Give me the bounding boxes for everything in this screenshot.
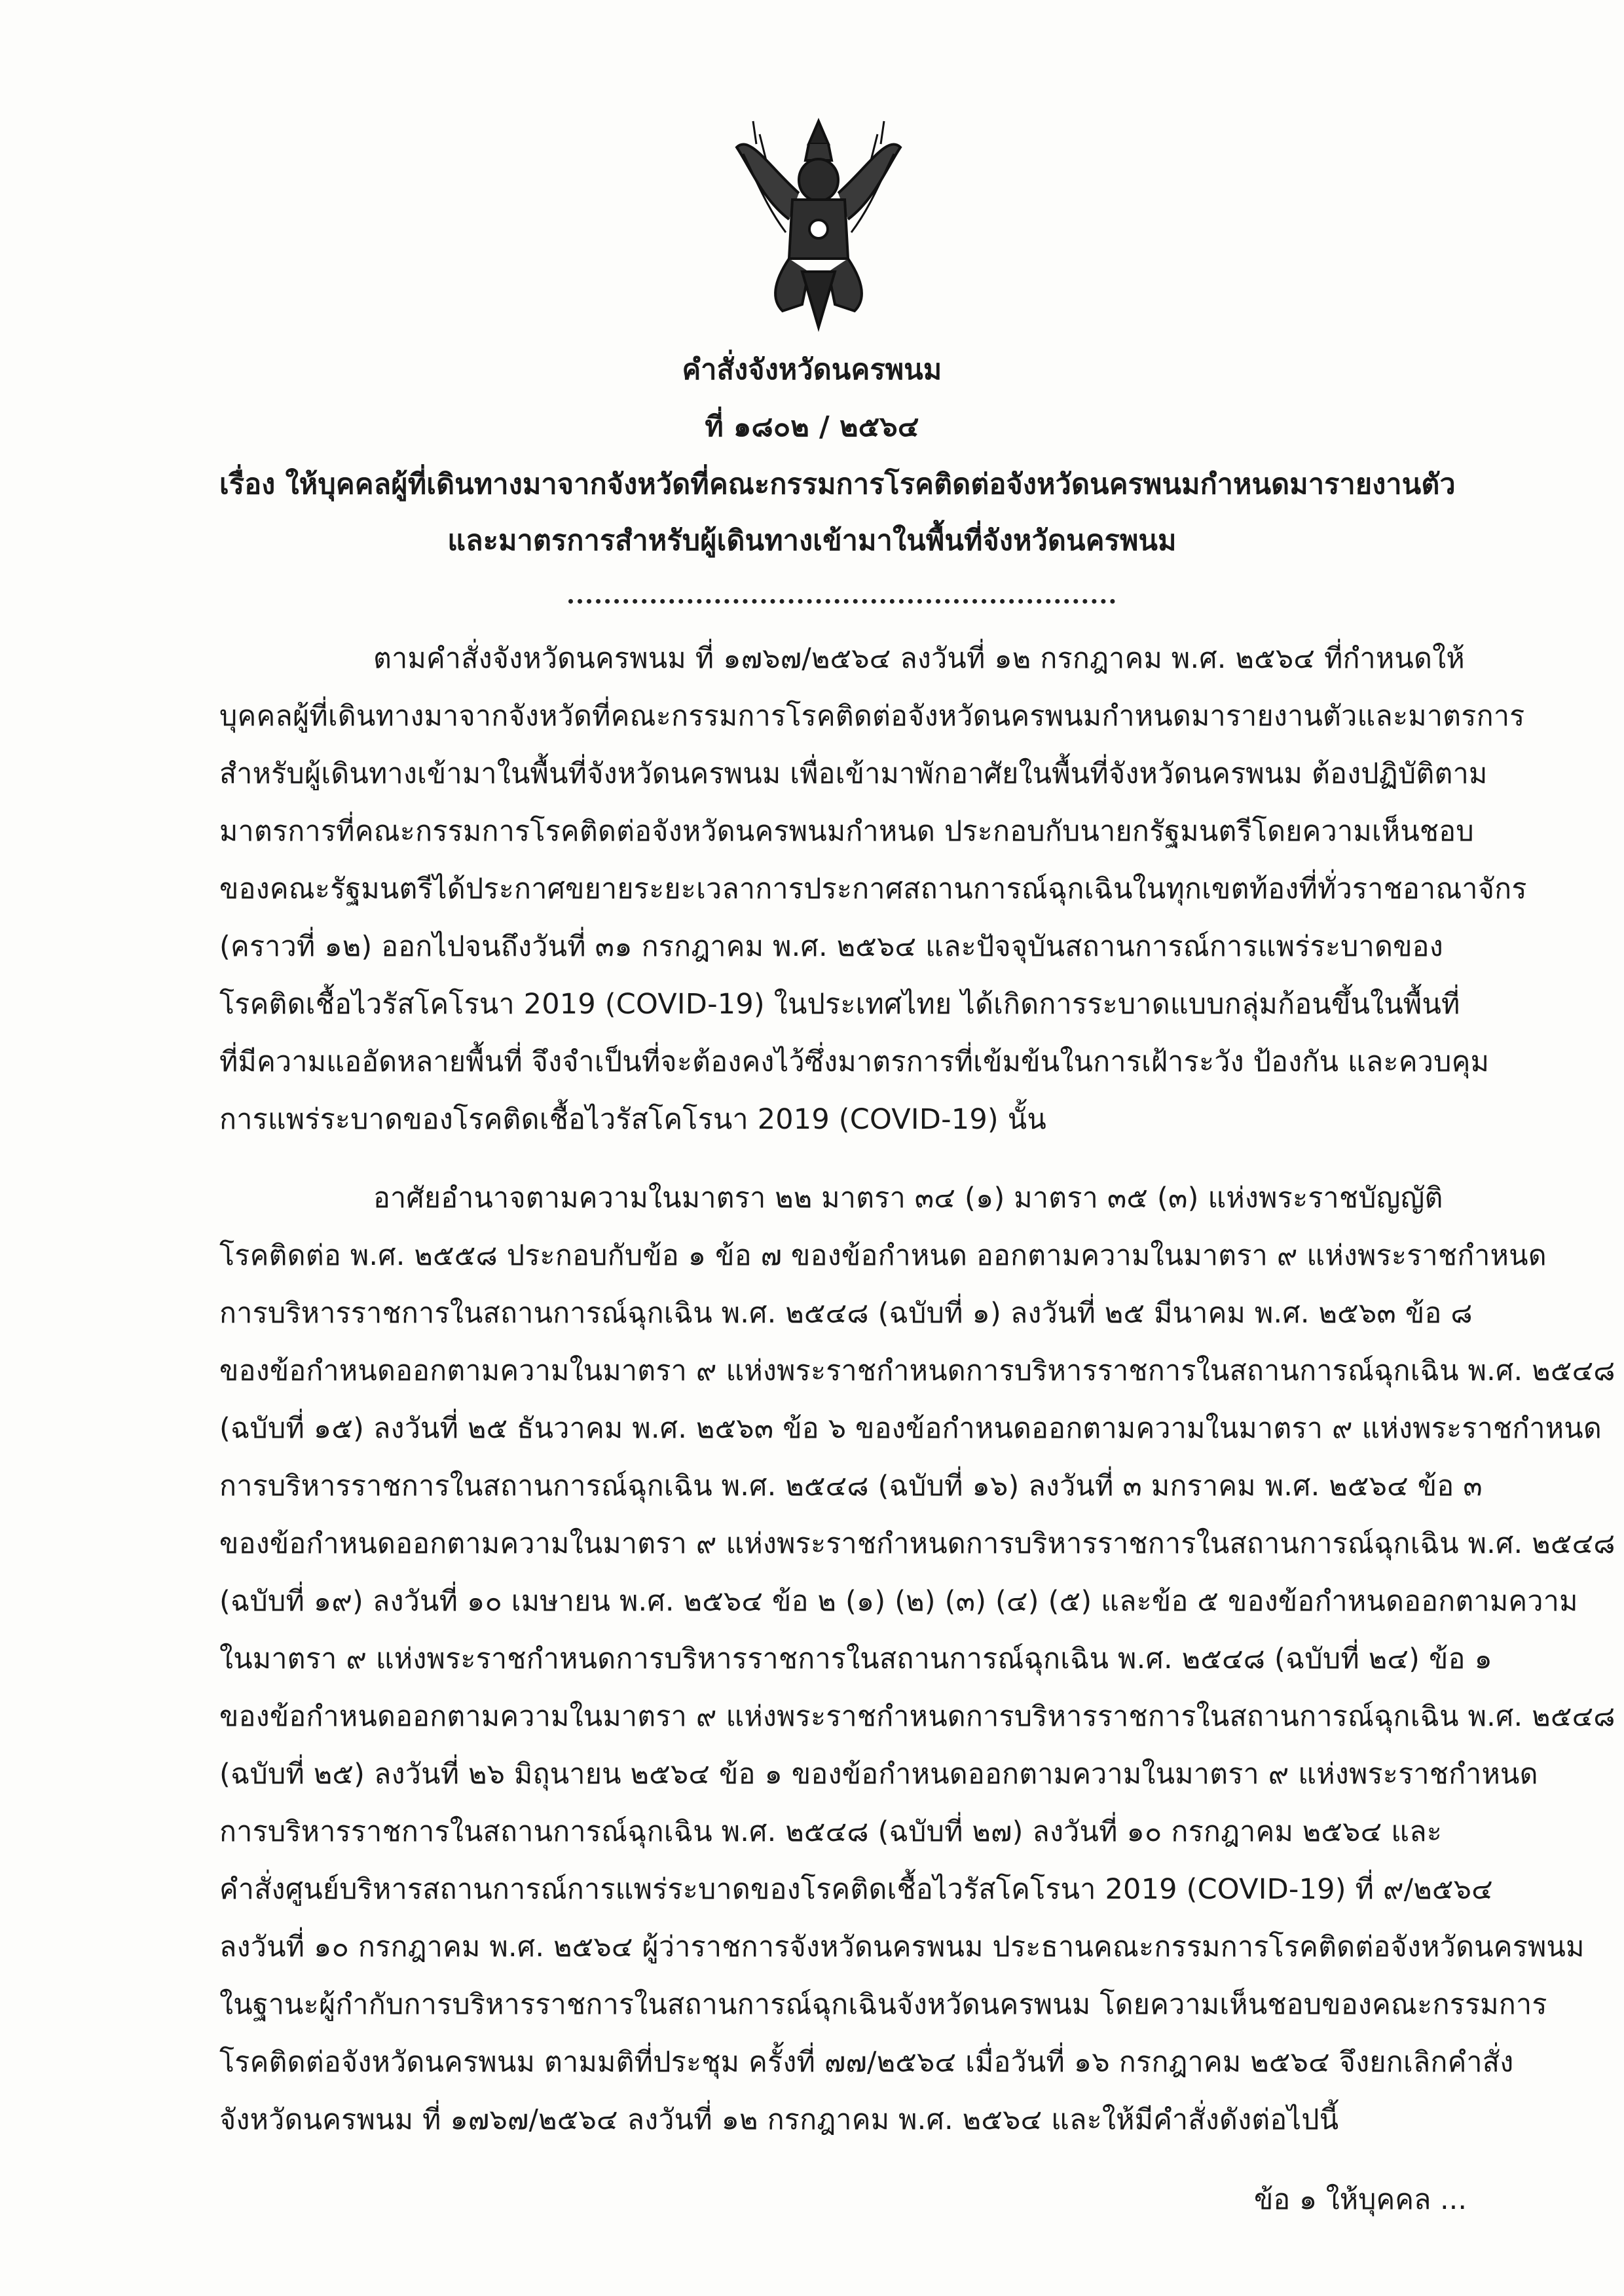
paragraph2-line: ในมาตรา ๙ แห่งพระราชกำหนดการบริหารราชการในสถานการณ์ฉุกเฉิน พ.ศ. ๒๕๔๘ (ฉบับที่ ๒๔) ข้อ ๑ (219, 1643, 1492, 1675)
paragraph2-line: โรคติดต่อ พ.ศ. ๒๕๕๘ ประกอบกับข้อ ๑ ข้อ ๗ ของข้อกำหนด ออกตามความในมาตรา ๙ แห่งพระราชกำหนด (219, 1239, 1547, 1272)
subject-line-1: เรื่อง ให้บุคคลผู้ที่เดินทางมาจากจังหวัดที่คณะกรรมการโรคติดต่อจังหวัดนครพนมกำหนดมารายงานตัว (219, 468, 1456, 501)
paragraph2-line: (ฉบับที่ ๑๕) ลงวันที่ ๒๕ ธันวาคม พ.ศ. ๒๕๖๓ ข้อ ๖ ของข้อกำหนดออกตามความในมาตรา ๙ แห่งพระราชกำหนด (219, 1412, 1602, 1445)
paragraph1-line: มาตรการที่คณะกรรมการโรคติดต่อจังหวัดนครพนมกำหนด ประกอบกับนายกรัฐมนตรีโดยความเห็นชอบ (219, 815, 1474, 848)
paragraph2-line: การบริหารราชการในสถานการณ์ฉุกเฉิน พ.ศ. ๒๕๔๘ (ฉบับที่ ๒๗) ลงวันที่ ๑๐ กรกฎาคม ๒๕๖๔ และ (219, 1815, 1443, 1848)
paragraph1-line: การแพร่ระบาดของโรคติดเชื้อไวรัสโคโรนา 2019 (COVID-19) นั้น (219, 1103, 1046, 1136)
paragraph1-line: ตามคำสั่งจังหวัดนครพนม ที่ ๑๗๖๗/๒๕๖๔ ลงวันที่ ๑๒ กรกฎาคม พ.ศ. ๒๕๖๔ ที่กำหนดให้ (373, 642, 1465, 675)
paragraph1-line: บุคคลผู้ที่เดินทางมาจากจังหวัดที่คณะกรรมการโรคติดต่อจังหวัดนครพนมกำหนดมารายงานตัวและมาตรการ (219, 700, 1525, 733)
paragraph2-line: (ฉบับที่ ๑๙) ลงวันที่ ๑๐ เมษายน พ.ศ. ๒๕๖๔ ข้อ ๒ (๑) (๒) (๓) (๔) (๕) และข้อ ๕ ของข้อกำหนดออกตามความ (219, 1585, 1578, 1618)
document-title: คำสั่งจังหวัดนครพนม (682, 354, 942, 386)
dotted-divider (568, 592, 1115, 604)
paragraph1-line: (คราวที่ ๑๒) ออกไปจนถึงวันที่ ๓๑ กรกฎาคม พ.ศ. ๒๕๖๔ และปัจจุบันสถานการณ์การแพร่ระบาดของ (219, 930, 1443, 963)
paragraph2-line: การบริหารราชการในสถานการณ์ฉุกเฉิน พ.ศ. ๒๕๔๘ (ฉบับที่ ๑) ลงวันที่ ๒๕ มีนาคม พ.ศ. ๒๕๖๓ ข้อ ๘ (219, 1297, 1473, 1330)
paragraph2-line: คำสั่งศูนย์บริหารสถานการณ์การแพร่ระบาดของโรคติดเชื้อไวรัสโคโรนา 2019 (COVID-19) ที่ ๙/๒๕๖๔ (219, 1873, 1493, 1906)
paragraph1-line: ที่มีความแออัดหลายพื้นที่ จึงจำเป็นที่จะต้องคงไว้ซึ่งมาตรการที่เข้มข้นในการเฝ้าระวัง ป้องกัน และควบคุม (219, 1046, 1490, 1078)
paragraph2-line: ลงวันที่ ๑๐ กรกฎาคม พ.ศ. ๒๕๖๔ ผู้ว่าราชการจังหวัดนครพนม ประธานคณะกรรมการโรคติดต่อจังหวัดนครพนม (219, 1931, 1585, 1963)
subject-line-2: และมาตรการสำหรับผู้เดินทางเข้ามาในพื้นที่จังหวัดนครพนม (447, 524, 1177, 557)
paragraph2-line: ในฐานะผู้กำกับการบริหารราชการในสถานการณ์ฉุกเฉินจังหวัดนครพนม โดยความเห็นชอบของคณะกรรมการ (219, 1988, 1547, 2021)
garuda-emblem-icon (730, 108, 907, 340)
paragraph2-line: จังหวัดนครพนม ที่ ๑๗๖๗/๒๕๖๔ ลงวันที่ ๑๒ กรกฎาคม พ.ศ. ๒๕๖๔ และให้มีคำสั่งดังต่อไปนี้ (219, 2104, 1339, 2136)
paragraph2-line: การบริหารราชการในสถานการณ์ฉุกเฉิน พ.ศ. ๒๕๔๘ (ฉบับที่ ๑๖) ลงวันที่ ๓ มกราคม พ.ศ. ๒๕๖๔ ข้อ ๓ (219, 1470, 1483, 1503)
paragraph2-line: ของข้อกำหนดออกตามความในมาตรา ๙ แห่งพระราชกำหนดการบริหารราชการในสถานการณ์ฉุกเฉิน พ.ศ. ๒๕๔๘ (219, 1355, 1615, 1387)
paragraph2-line: ของข้อกำหนดออกตามความในมาตรา ๙ แห่งพระราชกำหนดการบริหารราชการในสถานการณ์ฉุกเฉิน พ.ศ. ๒๕๔๘ (219, 1700, 1615, 1733)
document-number: ที่ ๑๘๐๒ / ๒๕๖๔ (705, 410, 919, 443)
paragraph2-line: ของข้อกำหนดออกตามความในมาตรา ๙ แห่งพระราชกำหนดการบริหารราชการในสถานการณ์ฉุกเฉิน พ.ศ. ๒๕๔๘ (219, 1527, 1615, 1560)
paragraph1-line: สำหรับผู้เดินทางเข้ามาในพื้นที่จังหวัดนครพนม เพื่อเข้ามาพักอาศัยในพื้นที่จังหวัดนครพนม ต้องปฏิบัติตาม (219, 757, 1488, 790)
paragraph1-line: ของคณะรัฐมนตรีได้ประกาศขยายระยะเวลาการประกาศสถานการณ์ฉุกเฉินในทุกเขตท้องที่ทั่วราชอาณาจักร (219, 873, 1527, 905)
paragraph2-line: อาศัยอำนาจตามความในมาตรา ๒๒ มาตรา ๓๔ (๑) มาตรา ๓๕ (๓) แห่งพระราชบัญญัติ (373, 1182, 1443, 1214)
paragraph2-line: โรคติดต่อจังหวัดนครพนม ตามมติที่ประชุม ครั้งที่ ๗๗/๒๕๖๔ เมื่อวันที่ ๑๖ กรกฎาคม ๒๕๖๔ จึงยกเลิกคำสั่ง (219, 2046, 1514, 2079)
paragraph2-line: (ฉบับที่ ๒๕) ลงวันที่ ๒๖ มิถุนายน ๒๕๖๔ ข้อ ๑ ของข้อกำหนดออกตามความในมาตรา ๙ แห่งพระราชกำหนด (219, 1758, 1538, 1791)
paragraph1-line: โรคติดเชื้อไวรัสโคโรนา 2019 (COVID-19) ในประเทศไทย ได้เกิดการระบาดแบบกลุ่มก้อนขึ้นในพื้นที่ (219, 988, 1460, 1021)
continuation-note: ข้อ ๑ ให้บุคคล ... (1253, 2183, 1467, 2216)
